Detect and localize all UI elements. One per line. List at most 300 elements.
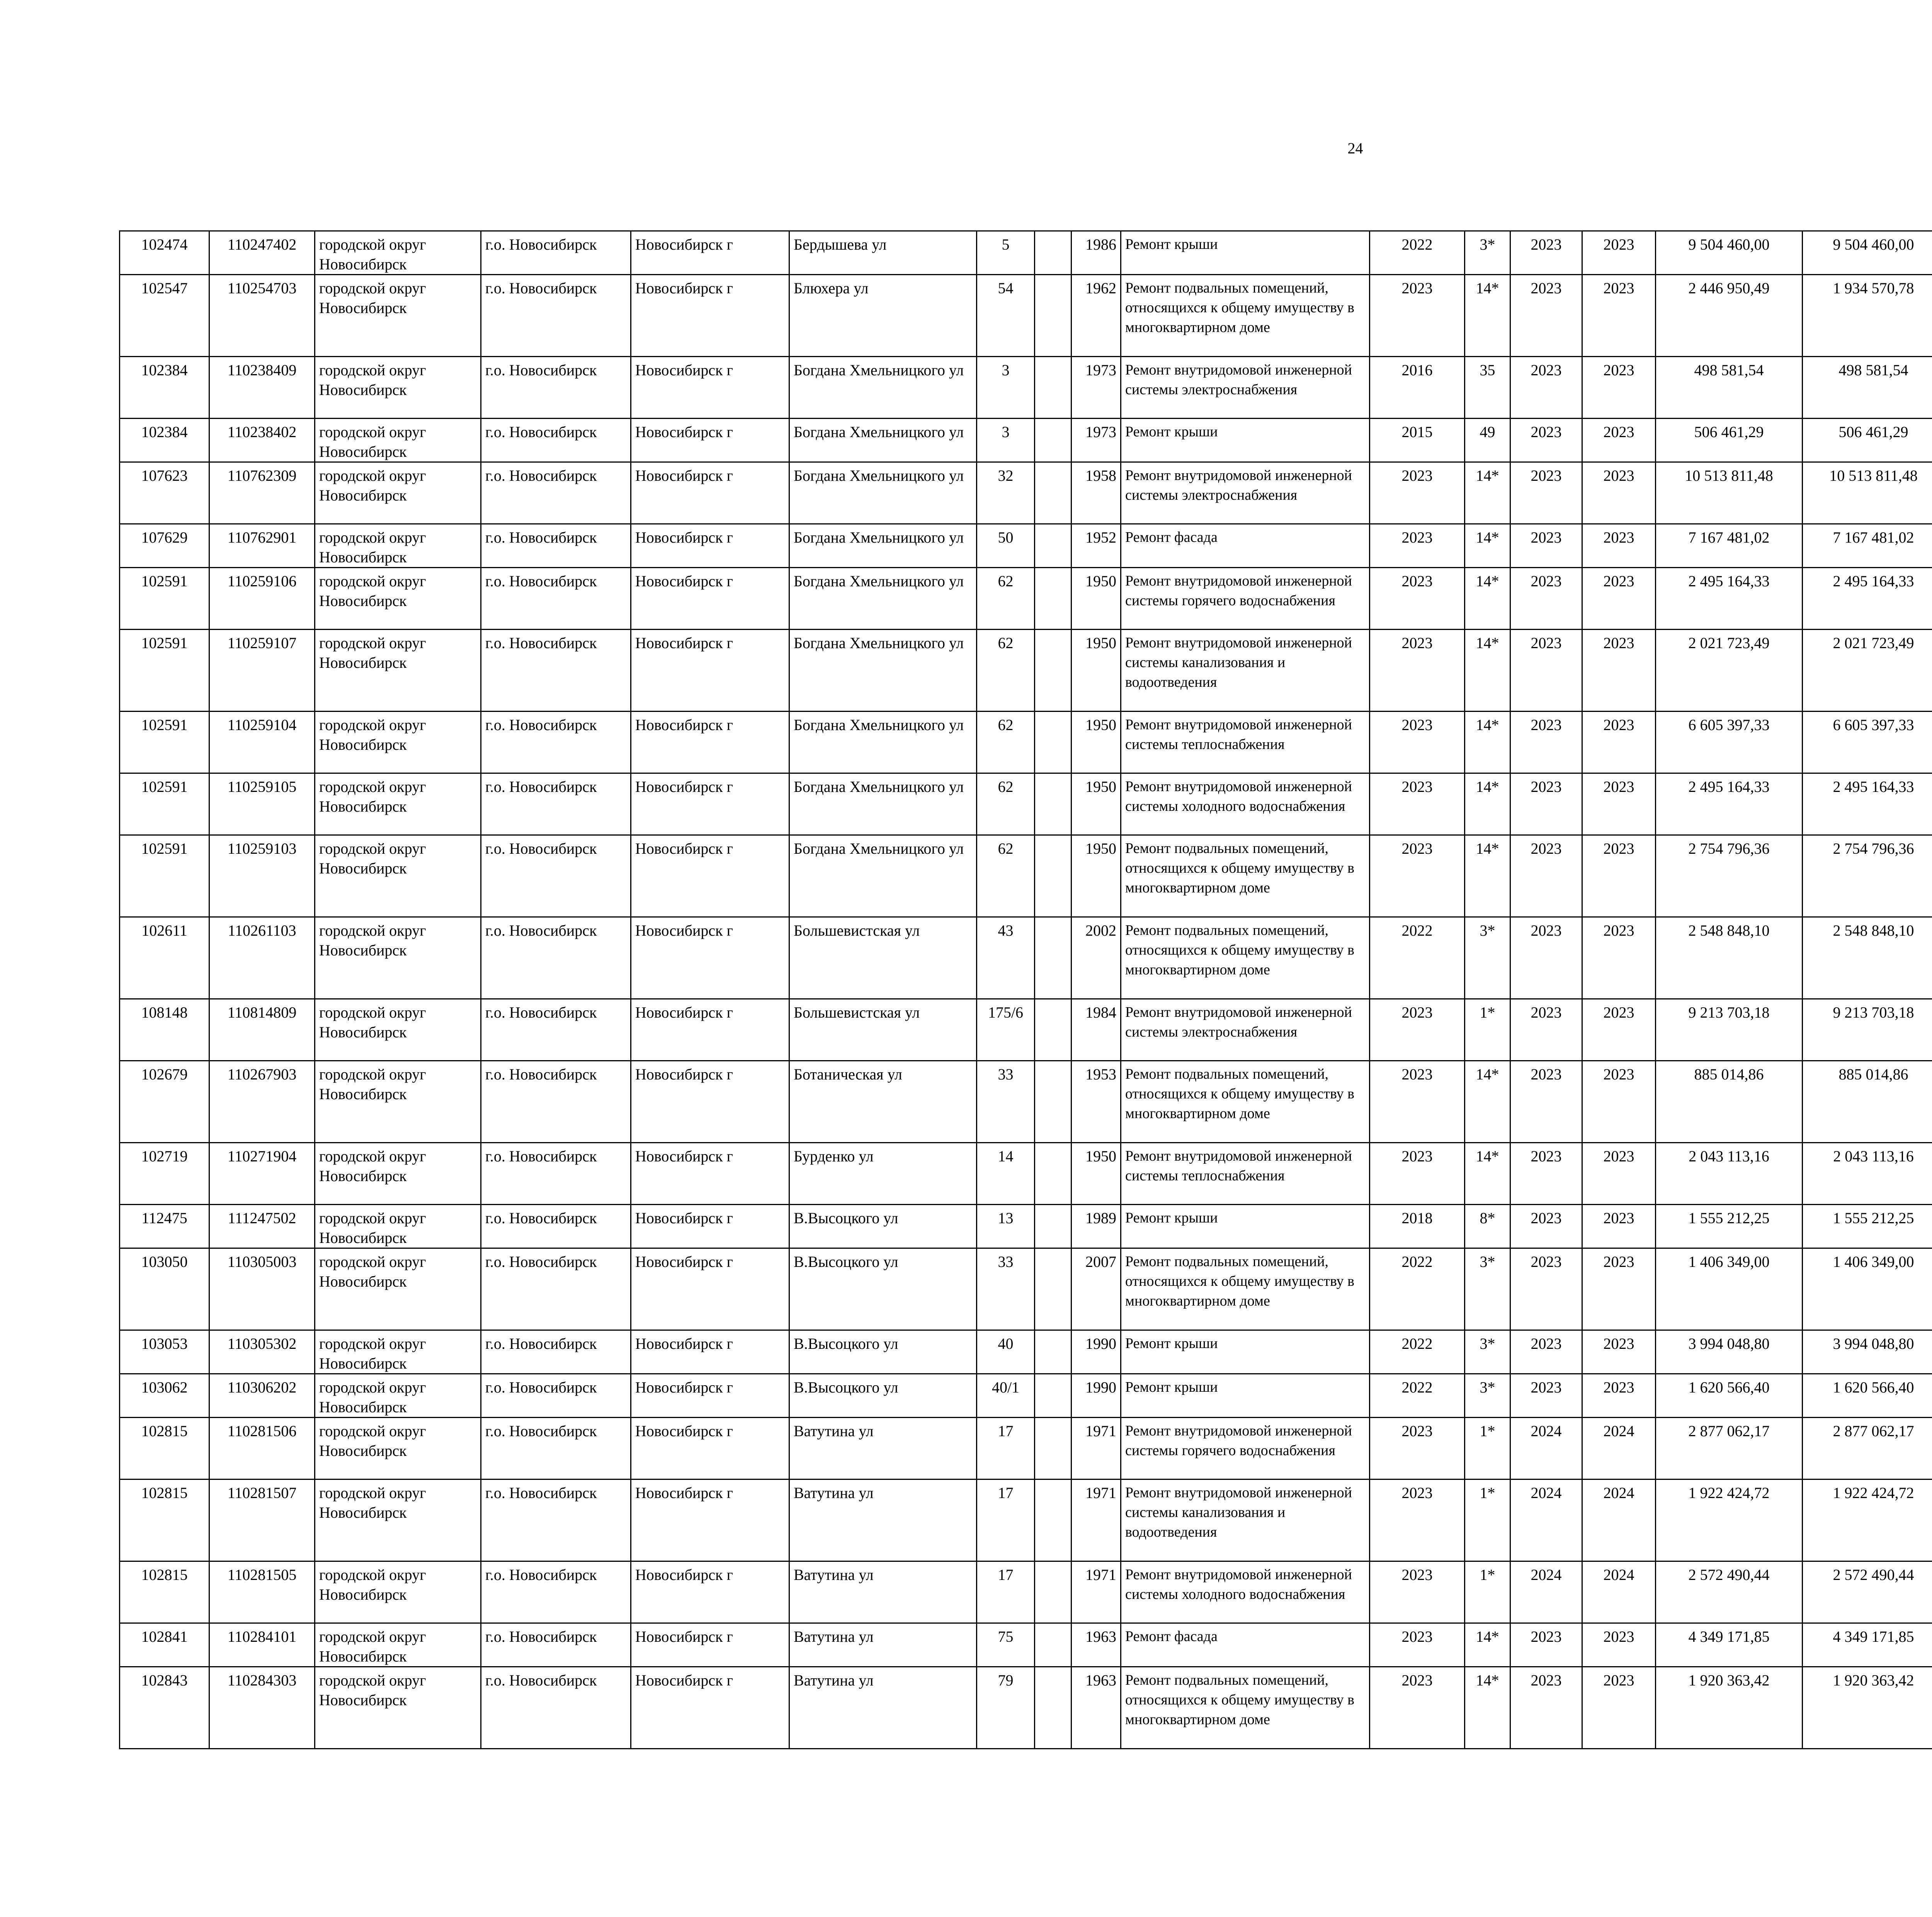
cell-last-repair-year: 2023 bbox=[1370, 835, 1465, 917]
cell-municipality: городской округ Новосибирск bbox=[315, 1479, 481, 1561]
cell-street: Богдана Хмельницкого ул bbox=[789, 630, 977, 712]
cell-built-year: 1971 bbox=[1071, 1479, 1121, 1561]
cell-last-repair-year: 2023 bbox=[1370, 712, 1465, 773]
cell-house-id: 103053 bbox=[120, 1330, 209, 1374]
cell-locality: Новосибирск г bbox=[631, 917, 789, 999]
cell-house-number: 75 bbox=[977, 1623, 1035, 1667]
cell-element-id: 110814809 bbox=[209, 999, 315, 1061]
cell-work-type: Ремонт крыши bbox=[1121, 1205, 1370, 1248]
cell-total-cost: 1 922 424,72 bbox=[1656, 1479, 1803, 1561]
cell-house-id: 102591 bbox=[120, 712, 209, 773]
cell-cost-fund: 1 555 212,25 bbox=[1803, 1205, 1932, 1248]
cell-house-number: 33 bbox=[977, 1061, 1035, 1143]
cell-element-id: 110284303 bbox=[209, 1667, 315, 1749]
cell-last-repair-year: 2022 bbox=[1370, 1248, 1465, 1330]
cell-city-district: г.о. Новосибирск bbox=[481, 462, 631, 524]
table-row bbox=[120, 231, 1932, 275]
cell-street: Большевистская ул bbox=[789, 999, 977, 1061]
cell-municipality: городской округ Новосибирск bbox=[315, 524, 481, 568]
cell-municipality: городской округ Новосибирск bbox=[315, 1667, 481, 1749]
cell-house-id: 102384 bbox=[120, 357, 209, 419]
cell-cost-fund: 10 513 811,48 bbox=[1803, 462, 1932, 524]
cell-built-year: 1971 bbox=[1071, 1418, 1121, 1479]
cell-building bbox=[1035, 1330, 1071, 1374]
table-row bbox=[120, 999, 1932, 1061]
cell-city-district: г.о. Новосибирск bbox=[481, 568, 631, 630]
table-row bbox=[120, 1418, 1932, 1479]
cell-house-id: 102384 bbox=[120, 419, 209, 462]
cell-street: Ботаническая ул bbox=[789, 1061, 977, 1143]
cell-house-number: 13 bbox=[977, 1205, 1035, 1248]
cell-built-year: 1990 bbox=[1071, 1330, 1121, 1374]
table-row bbox=[120, 917, 1932, 999]
cell-total-cost: 4 349 171,85 bbox=[1656, 1623, 1803, 1667]
cell-building bbox=[1035, 1374, 1071, 1418]
cell-last-repair-year: 2023 bbox=[1370, 524, 1465, 568]
cell-cost-fund: 3 994 048,80 bbox=[1803, 1330, 1932, 1374]
cell-locality: Новосибирск г bbox=[631, 1479, 789, 1561]
cell-total-cost: 2 572 490,44 bbox=[1656, 1561, 1803, 1623]
cell-priority: 14* bbox=[1465, 630, 1510, 712]
cell-priority: 49 bbox=[1465, 419, 1510, 462]
cell-municipality: городской округ Новосибирск bbox=[315, 1561, 481, 1623]
cell-locality: Новосибирск г bbox=[631, 1330, 789, 1374]
cell-built-year: 1984 bbox=[1071, 999, 1121, 1061]
cell-plan-year-from: 2023 bbox=[1510, 462, 1582, 524]
cell-built-year: 1950 bbox=[1071, 568, 1121, 630]
cell-city-district: г.о. Новосибирск bbox=[481, 357, 631, 419]
cell-house-number: 40 bbox=[977, 1330, 1035, 1374]
cell-plan-year-from: 2023 bbox=[1510, 1248, 1582, 1330]
table-row bbox=[120, 1479, 1932, 1561]
cell-built-year: 1953 bbox=[1071, 1061, 1121, 1143]
cell-total-cost: 2 043 113,16 bbox=[1656, 1143, 1803, 1205]
cell-built-year: 1950 bbox=[1071, 712, 1121, 773]
cell-building bbox=[1035, 773, 1071, 835]
cell-street: Богдана Хмельницкого ул bbox=[789, 568, 977, 630]
cell-plan-year-to: 2023 bbox=[1582, 419, 1656, 462]
cell-cost-fund: 506 461,29 bbox=[1803, 419, 1932, 462]
cell-priority: 35 bbox=[1465, 357, 1510, 419]
cell-cost-fund: 6 605 397,33 bbox=[1803, 712, 1932, 773]
cell-municipality: городской округ Новосибирск bbox=[315, 1374, 481, 1418]
cell-element-id: 110281507 bbox=[209, 1479, 315, 1561]
cell-street: В.Высоцкого ул bbox=[789, 1205, 977, 1248]
cell-locality: Новосибирск г bbox=[631, 1667, 789, 1749]
table-row bbox=[120, 630, 1932, 712]
cell-built-year: 1971 bbox=[1071, 1561, 1121, 1623]
cell-building bbox=[1035, 1061, 1071, 1143]
cell-building bbox=[1035, 917, 1071, 999]
cell-priority: 3* bbox=[1465, 1374, 1510, 1418]
table-row bbox=[120, 1061, 1932, 1143]
cell-locality: Новосибирск г bbox=[631, 568, 789, 630]
cell-building bbox=[1035, 712, 1071, 773]
cell-cost-fund: 2 021 723,49 bbox=[1803, 630, 1932, 712]
page-number: 24 bbox=[1347, 140, 1363, 157]
table-row bbox=[120, 835, 1932, 917]
cell-building bbox=[1035, 999, 1071, 1061]
cell-priority: 1* bbox=[1465, 1418, 1510, 1479]
cell-house-number: 5 bbox=[977, 231, 1035, 275]
cell-house-id: 108148 bbox=[120, 999, 209, 1061]
table-body bbox=[120, 231, 1932, 1749]
cell-municipality: городской округ Новосибирск bbox=[315, 1418, 481, 1479]
cell-locality: Новосибирск г bbox=[631, 630, 789, 712]
cell-plan-year-from: 2023 bbox=[1510, 1143, 1582, 1205]
cell-city-district: г.о. Новосибирск bbox=[481, 1561, 631, 1623]
cell-house-number: 50 bbox=[977, 524, 1035, 568]
cell-street: В.Высоцкого ул bbox=[789, 1374, 977, 1418]
cell-city-district: г.о. Новосибирск bbox=[481, 917, 631, 999]
cell-work-type: Ремонт внутридомовой инженерной системы теплоснабжения bbox=[1121, 1143, 1370, 1205]
cell-priority: 1* bbox=[1465, 999, 1510, 1061]
cell-built-year: 1989 bbox=[1071, 1205, 1121, 1248]
cell-work-type: Ремонт крыши bbox=[1121, 1374, 1370, 1418]
cell-city-district: г.о. Новосибирск bbox=[481, 1479, 631, 1561]
cell-plan-year-to: 2023 bbox=[1582, 524, 1656, 568]
cell-element-id: 110259105 bbox=[209, 773, 315, 835]
cell-plan-year-to: 2023 bbox=[1582, 1374, 1656, 1418]
cell-house-id: 103050 bbox=[120, 1248, 209, 1330]
cell-plan-year-from: 2023 bbox=[1510, 524, 1582, 568]
cell-work-type: Ремонт подвальных помещений, относящихся к общему имуществу в многоквартирном доме bbox=[1121, 1667, 1370, 1749]
cell-element-id: 111247502 bbox=[209, 1205, 315, 1248]
cell-city-district: г.о. Новосибирск bbox=[481, 275, 631, 357]
cell-total-cost: 3 994 048,80 bbox=[1656, 1330, 1803, 1374]
cell-municipality: городской округ Новосибирск bbox=[315, 231, 481, 275]
cell-building bbox=[1035, 1667, 1071, 1749]
cell-municipality: городской округ Новосибирск bbox=[315, 630, 481, 712]
cell-house-id: 102815 bbox=[120, 1561, 209, 1623]
cell-plan-year-to: 2023 bbox=[1582, 773, 1656, 835]
cell-work-type: Ремонт внутридомовой инженерной системы теплоснабжения bbox=[1121, 712, 1370, 773]
table-row bbox=[120, 1143, 1932, 1205]
cell-municipality: городской округ Новосибирск bbox=[315, 712, 481, 773]
cell-work-type: Ремонт крыши bbox=[1121, 1330, 1370, 1374]
cell-plan-year-from: 2023 bbox=[1510, 835, 1582, 917]
cell-municipality: городской округ Новосибирск bbox=[315, 835, 481, 917]
cell-last-repair-year: 2018 bbox=[1370, 1205, 1465, 1248]
cell-locality: Новосибирск г bbox=[631, 524, 789, 568]
cell-plan-year-to: 2023 bbox=[1582, 462, 1656, 524]
cell-municipality: городской округ Новосибирск bbox=[315, 568, 481, 630]
cell-last-repair-year: 2023 bbox=[1370, 275, 1465, 357]
cell-last-repair-year: 2023 bbox=[1370, 999, 1465, 1061]
cell-house-number: 62 bbox=[977, 773, 1035, 835]
cell-plan-year-to: 2024 bbox=[1582, 1561, 1656, 1623]
cell-house-id: 102815 bbox=[120, 1479, 209, 1561]
cell-city-district: г.о. Новосибирск bbox=[481, 1418, 631, 1479]
cell-last-repair-year: 2023 bbox=[1370, 1667, 1465, 1749]
cell-plan-year-to: 2023 bbox=[1582, 999, 1656, 1061]
cell-house-number: 175/6 bbox=[977, 999, 1035, 1061]
table-row bbox=[120, 773, 1932, 835]
cell-total-cost: 498 581,54 bbox=[1656, 357, 1803, 419]
cell-cost-fund: 9 504 460,00 bbox=[1803, 231, 1932, 275]
cell-municipality: городской округ Новосибирск bbox=[315, 462, 481, 524]
cell-plan-year-to: 2023 bbox=[1582, 1248, 1656, 1330]
cell-element-id: 110259107 bbox=[209, 630, 315, 712]
capital-repair-table bbox=[119, 230, 1932, 1749]
cell-priority: 14* bbox=[1465, 1667, 1510, 1749]
table-row bbox=[120, 1330, 1932, 1374]
cell-plan-year-to: 2023 bbox=[1582, 1143, 1656, 1205]
cell-house-number: 33 bbox=[977, 1248, 1035, 1330]
cell-built-year: 1950 bbox=[1071, 630, 1121, 712]
cell-last-repair-year: 2023 bbox=[1370, 1561, 1465, 1623]
cell-work-type: Ремонт внутридомовой инженерной системы канализования и водоотведения bbox=[1121, 630, 1370, 712]
table-row bbox=[120, 1561, 1932, 1623]
cell-total-cost: 9 213 703,18 bbox=[1656, 999, 1803, 1061]
cell-work-type: Ремонт подвальных помещений, относящихся к общему имуществу в многоквартирном доме bbox=[1121, 1248, 1370, 1330]
cell-plan-year-from: 2023 bbox=[1510, 419, 1582, 462]
cell-house-number: 62 bbox=[977, 568, 1035, 630]
cell-built-year: 2002 bbox=[1071, 917, 1121, 999]
cell-plan-year-from: 2023 bbox=[1510, 630, 1582, 712]
cell-plan-year-to: 2023 bbox=[1582, 630, 1656, 712]
cell-last-repair-year: 2023 bbox=[1370, 568, 1465, 630]
cell-work-type: Ремонт внутридомовой инженерной системы канализования и водоотведения bbox=[1121, 1479, 1370, 1561]
cell-priority: 3* bbox=[1465, 1248, 1510, 1330]
cell-city-district: г.о. Новосибирск bbox=[481, 712, 631, 773]
cell-house-id: 102591 bbox=[120, 773, 209, 835]
cell-total-cost: 9 504 460,00 bbox=[1656, 231, 1803, 275]
cell-municipality: городской округ Новосибирск bbox=[315, 1205, 481, 1248]
cell-building bbox=[1035, 1205, 1071, 1248]
cell-total-cost: 1 555 212,25 bbox=[1656, 1205, 1803, 1248]
cell-plan-year-to: 2023 bbox=[1582, 712, 1656, 773]
cell-element-id: 110238402 bbox=[209, 419, 315, 462]
cell-house-number: 17 bbox=[977, 1479, 1035, 1561]
cell-cost-fund: 2 495 164,33 bbox=[1803, 773, 1932, 835]
cell-locality: Новосибирск г bbox=[631, 357, 789, 419]
cell-plan-year-from: 2023 bbox=[1510, 1623, 1582, 1667]
cell-last-repair-year: 2023 bbox=[1370, 630, 1465, 712]
cell-city-district: г.о. Новосибирск bbox=[481, 231, 631, 275]
cell-priority: 14* bbox=[1465, 773, 1510, 835]
cell-plan-year-from: 2024 bbox=[1510, 1561, 1582, 1623]
cell-total-cost: 2 754 796,36 bbox=[1656, 835, 1803, 917]
cell-locality: Новосибирск г bbox=[631, 1374, 789, 1418]
cell-plan-year-to: 2023 bbox=[1582, 917, 1656, 999]
cell-house-id: 102591 bbox=[120, 568, 209, 630]
cell-building bbox=[1035, 275, 1071, 357]
cell-total-cost: 2 548 848,10 bbox=[1656, 917, 1803, 999]
cell-built-year: 1986 bbox=[1071, 231, 1121, 275]
cell-cost-fund: 9 213 703,18 bbox=[1803, 999, 1932, 1061]
cell-built-year: 1990 bbox=[1071, 1374, 1121, 1418]
cell-last-repair-year: 2015 bbox=[1370, 419, 1465, 462]
cell-street: Богдана Хмельницкого ул bbox=[789, 357, 977, 419]
cell-house-number: 40/1 bbox=[977, 1374, 1035, 1418]
cell-element-id: 110238409 bbox=[209, 357, 315, 419]
cell-house-id: 102591 bbox=[120, 630, 209, 712]
cell-building bbox=[1035, 568, 1071, 630]
cell-cost-fund: 2 572 490,44 bbox=[1803, 1561, 1932, 1623]
cell-plan-year-from: 2023 bbox=[1510, 712, 1582, 773]
cell-element-id: 110281506 bbox=[209, 1418, 315, 1479]
cell-locality: Новосибирск г bbox=[631, 1061, 789, 1143]
cell-priority: 14* bbox=[1465, 712, 1510, 773]
cell-city-district: г.о. Новосибирск bbox=[481, 419, 631, 462]
table-row bbox=[120, 357, 1932, 419]
cell-house-id: 102547 bbox=[120, 275, 209, 357]
cell-total-cost: 2 877 062,17 bbox=[1656, 1418, 1803, 1479]
cell-building bbox=[1035, 1248, 1071, 1330]
cell-house-number: 17 bbox=[977, 1418, 1035, 1479]
cell-street: Ватутина ул bbox=[789, 1479, 977, 1561]
cell-priority: 14* bbox=[1465, 1061, 1510, 1143]
cell-municipality: городской округ Новосибирск bbox=[315, 1330, 481, 1374]
cell-plan-year-from: 2023 bbox=[1510, 999, 1582, 1061]
table-row bbox=[120, 1205, 1932, 1248]
cell-work-type: Ремонт внутридомовой инженерной системы электроснабжения bbox=[1121, 462, 1370, 524]
cell-priority: 8* bbox=[1465, 1205, 1510, 1248]
cell-locality: Новосибирск г bbox=[631, 1418, 789, 1479]
cell-city-district: г.о. Новосибирск bbox=[481, 1205, 631, 1248]
cell-house-number: 62 bbox=[977, 835, 1035, 917]
cell-locality: Новосибирск г bbox=[631, 1143, 789, 1205]
cell-locality: Новосибирск г bbox=[631, 231, 789, 275]
cell-priority: 1* bbox=[1465, 1561, 1510, 1623]
cell-cost-fund: 2 754 796,36 bbox=[1803, 835, 1932, 917]
cell-city-district: г.о. Новосибирск bbox=[481, 1623, 631, 1667]
cell-priority: 14* bbox=[1465, 1143, 1510, 1205]
cell-built-year: 1950 bbox=[1071, 773, 1121, 835]
cell-city-district: г.о. Новосибирск bbox=[481, 1330, 631, 1374]
cell-city-district: г.о. Новосибирск bbox=[481, 630, 631, 712]
cell-house-id: 103062 bbox=[120, 1374, 209, 1418]
cell-house-id: 107629 bbox=[120, 524, 209, 568]
cell-plan-year-to: 2023 bbox=[1582, 1667, 1656, 1749]
cell-house-number: 17 bbox=[977, 1561, 1035, 1623]
cell-plan-year-from: 2023 bbox=[1510, 1330, 1582, 1374]
cell-locality: Новосибирск г bbox=[631, 1623, 789, 1667]
cell-house-number: 3 bbox=[977, 419, 1035, 462]
cell-locality: Новосибирск г bbox=[631, 462, 789, 524]
cell-work-type: Ремонт внутридомовой инженерной системы электроснабжения bbox=[1121, 357, 1370, 419]
cell-priority: 14* bbox=[1465, 462, 1510, 524]
cell-last-repair-year: 2022 bbox=[1370, 1374, 1465, 1418]
cell-plan-year-to: 2024 bbox=[1582, 1418, 1656, 1479]
cell-priority: 3* bbox=[1465, 1330, 1510, 1374]
cell-house-number: 3 bbox=[977, 357, 1035, 419]
cell-total-cost: 2 495 164,33 bbox=[1656, 568, 1803, 630]
cell-street: Ватутина ул bbox=[789, 1667, 977, 1749]
cell-cost-fund: 2 877 062,17 bbox=[1803, 1418, 1932, 1479]
cell-municipality: городской округ Новосибирск bbox=[315, 999, 481, 1061]
cell-plan-year-from: 2023 bbox=[1510, 357, 1582, 419]
cell-municipality: городской округ Новосибирск bbox=[315, 773, 481, 835]
table-row bbox=[120, 1623, 1932, 1667]
cell-element-id: 110762309 bbox=[209, 462, 315, 524]
cell-cost-fund: 1 922 424,72 bbox=[1803, 1479, 1932, 1561]
cell-municipality: городской округ Новосибирск bbox=[315, 419, 481, 462]
cell-last-repair-year: 2016 bbox=[1370, 357, 1465, 419]
cell-plan-year-to: 2024 bbox=[1582, 1479, 1656, 1561]
cell-total-cost: 1 620 566,40 bbox=[1656, 1374, 1803, 1418]
cell-priority: 14* bbox=[1465, 275, 1510, 357]
cell-work-type: Ремонт подвальных помещений, относящихся к общему имуществу в многоквартирном доме bbox=[1121, 835, 1370, 917]
cell-cost-fund: 2 495 164,33 bbox=[1803, 568, 1932, 630]
cell-total-cost: 1 406 349,00 bbox=[1656, 1248, 1803, 1330]
cell-municipality: городской округ Новосибирск bbox=[315, 357, 481, 419]
cell-locality: Новосибирск г bbox=[631, 1248, 789, 1330]
cell-building bbox=[1035, 835, 1071, 917]
cell-city-district: г.о. Новосибирск bbox=[481, 773, 631, 835]
table-row bbox=[120, 462, 1932, 524]
cell-work-type: Ремонт фасада bbox=[1121, 1623, 1370, 1667]
cell-house-number: 14 bbox=[977, 1143, 1035, 1205]
cell-element-id: 110259106 bbox=[209, 568, 315, 630]
cell-priority: 14* bbox=[1465, 524, 1510, 568]
cell-house-number: 62 bbox=[977, 630, 1035, 712]
cell-work-type: Ремонт внутридомовой инженерной системы холодного водоснабжения bbox=[1121, 773, 1370, 835]
cell-cost-fund: 1 920 363,42 bbox=[1803, 1667, 1932, 1749]
cell-locality: Новосибирск г bbox=[631, 835, 789, 917]
cell-last-repair-year: 2022 bbox=[1370, 231, 1465, 275]
cell-cost-fund: 7 167 481,02 bbox=[1803, 524, 1932, 568]
cell-house-id: 107623 bbox=[120, 462, 209, 524]
cell-plan-year-from: 2023 bbox=[1510, 773, 1582, 835]
cell-cost-fund: 885 014,86 bbox=[1803, 1061, 1932, 1143]
cell-plan-year-from: 2024 bbox=[1510, 1418, 1582, 1479]
cell-building bbox=[1035, 1561, 1071, 1623]
cell-house-number: 79 bbox=[977, 1667, 1035, 1749]
cell-total-cost: 506 461,29 bbox=[1656, 419, 1803, 462]
cell-total-cost: 885 014,86 bbox=[1656, 1061, 1803, 1143]
cell-street: Богдана Хмельницкого ул bbox=[789, 835, 977, 917]
table-row bbox=[120, 1374, 1932, 1418]
cell-built-year: 1963 bbox=[1071, 1667, 1121, 1749]
cell-street: Ватутина ул bbox=[789, 1623, 977, 1667]
cell-built-year: 1958 bbox=[1071, 462, 1121, 524]
cell-work-type: Ремонт внутридомовой инженерной системы холодного водоснабжения bbox=[1121, 1561, 1370, 1623]
cell-work-type: Ремонт внутридомовой инженерной системы горячего водоснабжения bbox=[1121, 568, 1370, 630]
cell-building bbox=[1035, 1418, 1071, 1479]
cell-locality: Новосибирск г bbox=[631, 773, 789, 835]
cell-element-id: 110305003 bbox=[209, 1248, 315, 1330]
cell-building bbox=[1035, 630, 1071, 712]
cell-street: Бердышева ул bbox=[789, 231, 977, 275]
cell-cost-fund: 1 620 566,40 bbox=[1803, 1374, 1932, 1418]
cell-plan-year-to: 2023 bbox=[1582, 275, 1656, 357]
cell-cost-fund: 1 406 349,00 bbox=[1803, 1248, 1932, 1330]
cell-work-type: Ремонт подвальных помещений, относящихся к общему имуществу в многоквартирном доме bbox=[1121, 275, 1370, 357]
cell-house-number: 62 bbox=[977, 712, 1035, 773]
cell-plan-year-to: 2023 bbox=[1582, 835, 1656, 917]
cell-work-type: Ремонт подвальных помещений, относящихся к общему имуществу в многоквартирном доме bbox=[1121, 1061, 1370, 1143]
cell-street: В.Высоцкого ул bbox=[789, 1248, 977, 1330]
cell-cost-fund: 498 581,54 bbox=[1803, 357, 1932, 419]
cell-last-repair-year: 2023 bbox=[1370, 1418, 1465, 1479]
cell-house-number: 43 bbox=[977, 917, 1035, 999]
cell-element-id: 110259103 bbox=[209, 835, 315, 917]
cell-element-id: 110271904 bbox=[209, 1143, 315, 1205]
cell-priority: 3* bbox=[1465, 231, 1510, 275]
cell-element-id: 110306202 bbox=[209, 1374, 315, 1418]
cell-priority: 14* bbox=[1465, 835, 1510, 917]
cell-priority: 14* bbox=[1465, 1623, 1510, 1667]
cell-locality: Новосибирск г bbox=[631, 419, 789, 462]
cell-building bbox=[1035, 357, 1071, 419]
cell-municipality: городской округ Новосибирск bbox=[315, 1623, 481, 1667]
cell-city-district: г.о. Новосибирск bbox=[481, 1061, 631, 1143]
cell-house-number: 32 bbox=[977, 462, 1035, 524]
table-row bbox=[120, 1667, 1932, 1749]
cell-street: Бурденко ул bbox=[789, 1143, 977, 1205]
